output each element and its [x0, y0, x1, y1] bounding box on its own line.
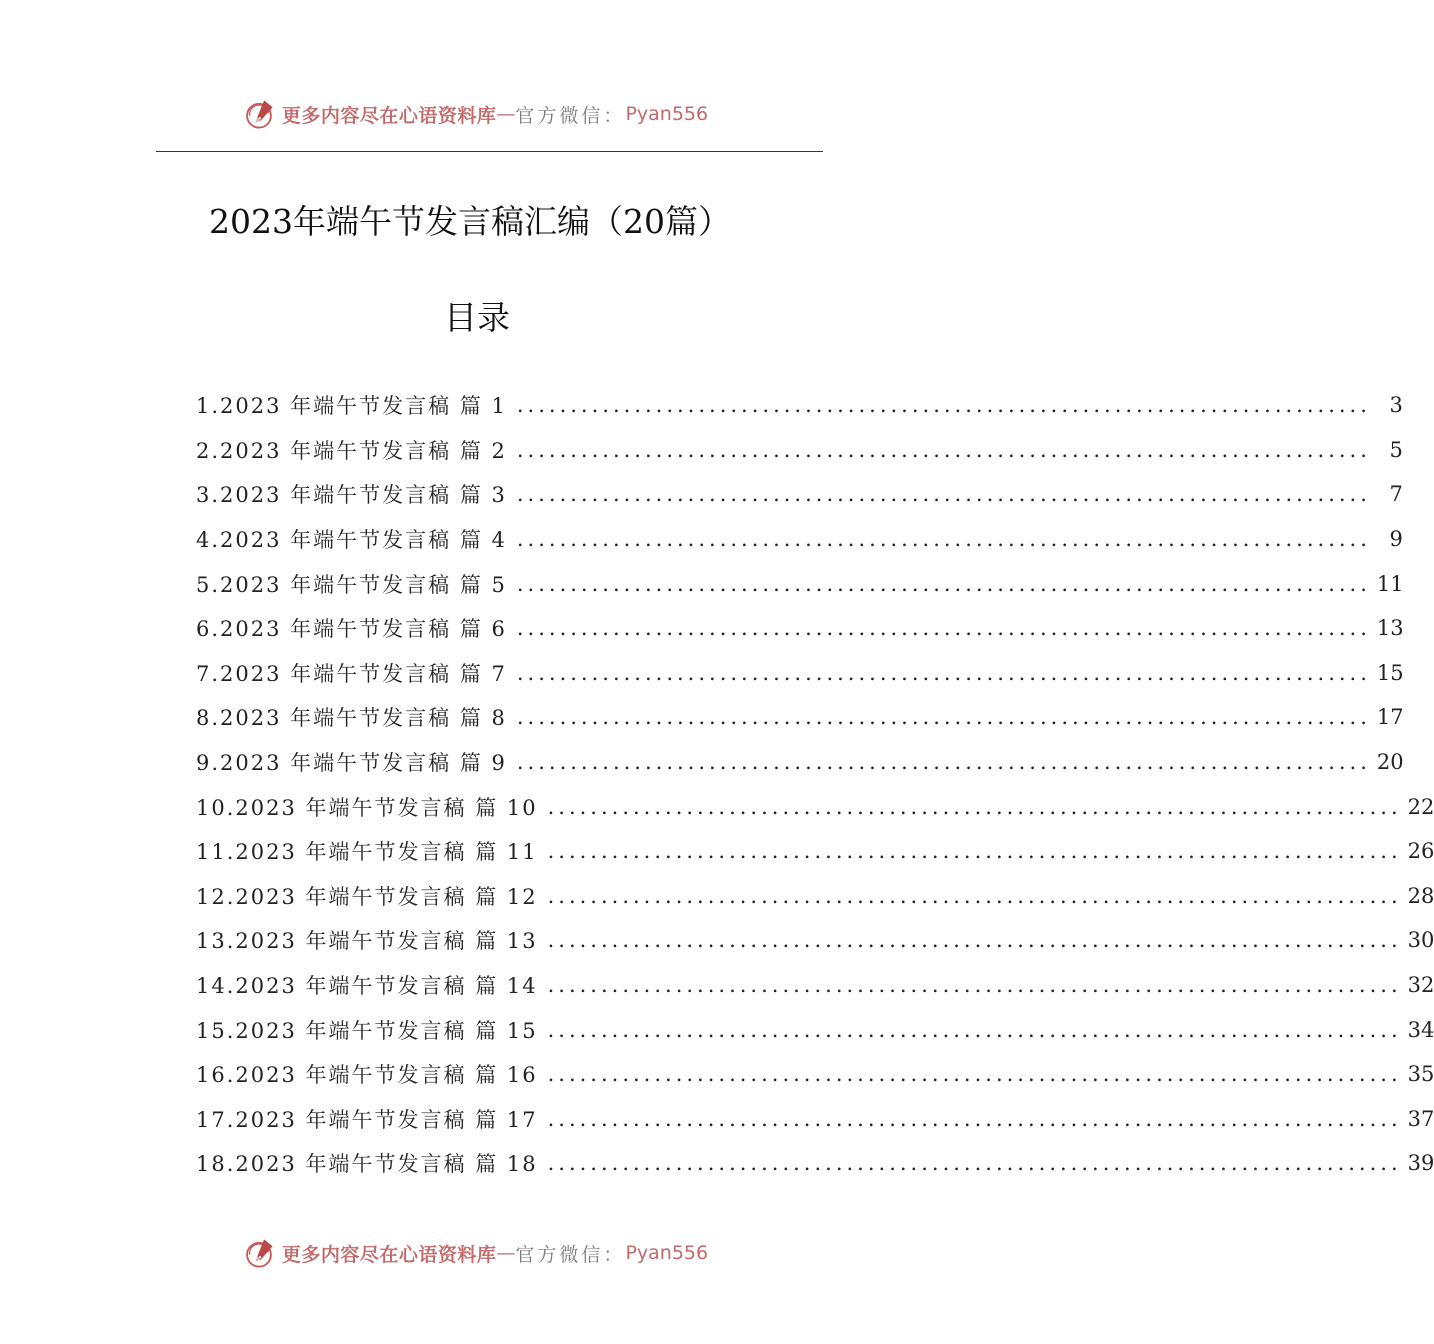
toc-entry-label: 5.2023 年端午节发言稿 篇 5 [196, 572, 507, 597]
footer-banner [0, 1233, 950, 1273]
banner-dash: — [496, 1242, 516, 1264]
toc-dot-leader: ................................................................................ [516, 616, 1371, 641]
toc-page-number: 9 [1389, 527, 1403, 552]
toc-dot-leader: ................................................................................ [547, 1151, 1402, 1176]
toc-entry[interactable] [196, 963, 1434, 1008]
toc-dot-leader: ................................................................................ [516, 660, 1371, 685]
header-banner [0, 94, 950, 134]
toc-entry[interactable] [196, 1007, 1434, 1052]
toc-dot-leader: ................................................................................ [516, 571, 1371, 596]
toc-entry[interactable] [196, 561, 1404, 606]
toc-page-number: 37 [1407, 1106, 1434, 1131]
toc-entry-label: 14.2023 年端午节发言稿 篇 14 [196, 974, 538, 999]
toc-entry[interactable] [196, 606, 1404, 651]
toc-dot-leader: ................................................................................ [547, 794, 1402, 819]
toc-entry[interactable] [196, 1052, 1434, 1097]
toc-entry[interactable] [196, 517, 1403, 562]
toc-entry-label: 18.2023 年端午节发言稿 篇 18 [196, 1152, 538, 1177]
toc-page-number: 39 [1407, 1151, 1434, 1176]
toc-page-number: 7 [1389, 482, 1403, 507]
toc-entry-label: 13.2023 年端午节发言稿 篇 13 [196, 929, 538, 954]
toc-dot-leader: ................................................................................ [516, 750, 1371, 775]
toc-entry[interactable] [196, 428, 1403, 473]
toc-dot-leader: ................................................................................ [547, 883, 1402, 908]
toc-page-number: 28 [1407, 883, 1434, 908]
toc-entry-label: 17.2023 年端午节发言稿 篇 17 [196, 1107, 538, 1132]
toc-entry[interactable] [196, 651, 1404, 696]
toc-entry-label: 4.2023 年端午节发言稿 篇 4 [196, 528, 507, 553]
toc-entry-label: 2.2023 年端午节发言稿 篇 2 [196, 438, 507, 463]
banner-wechat-id: Pyan556 [625, 103, 709, 125]
toc-dot-leader: ................................................................................ [547, 1106, 1402, 1131]
toc-page-number: 20 [1376, 750, 1404, 775]
toc-dot-leader: ................................................................................ [547, 1017, 1402, 1042]
toc-entry[interactable] [196, 784, 1434, 829]
toc-page-number: 30 [1407, 928, 1434, 953]
banner-main-text: 更多内容尽在心语资料库 [281, 104, 497, 127]
toc-page-number: 34 [1407, 1017, 1434, 1042]
toc-entry[interactable] [196, 829, 1434, 874]
banner-dash: — [496, 103, 516, 125]
toc-entry[interactable] [196, 874, 1434, 919]
toc-entry-label: 15.2023 年端午节发言稿 篇 15 [196, 1018, 538, 1043]
toc-page-number: 32 [1407, 973, 1434, 998]
document-title: 2023年端午节发言稿汇编（20篇） [209, 202, 731, 241]
toc-page-number: 17 [1376, 705, 1404, 730]
toc-entry[interactable] [196, 740, 1404, 785]
toc-page-number: 13 [1376, 616, 1404, 641]
toc-entry[interactable] [196, 383, 1403, 428]
toc-dot-leader: ................................................................................ [516, 527, 1371, 552]
toc-dot-leader: ................................................................................ [516, 393, 1371, 418]
toc-page-number: 11 [1376, 571, 1404, 596]
toc-entry-label: 7.2023 年端午节发言稿 篇 7 [196, 661, 507, 686]
header-divider [156, 151, 823, 152]
toc-entry[interactable] [196, 918, 1434, 963]
pen-nib-logo-icon [242, 97, 276, 131]
pen-nib-logo-icon [242, 1236, 276, 1270]
toc-page-number: 35 [1407, 1062, 1434, 1087]
toc-entry[interactable] [196, 1097, 1434, 1142]
banner-wechat-label: 官方微信： [515, 1243, 626, 1266]
banner-wechat-label: 官方微信： [515, 104, 626, 127]
toc-heading: 目录 [444, 298, 510, 337]
toc-entry[interactable] [196, 695, 1404, 740]
toc-dot-leader: ................................................................................ [516, 482, 1371, 507]
toc-entry-label: 6.2023 年端午节发言稿 篇 6 [196, 617, 507, 642]
toc-entry-label: 16.2023 年端午节发言稿 篇 16 [196, 1063, 538, 1088]
toc-dot-leader: ................................................................................ [516, 705, 1371, 730]
toc-page-number: 15 [1376, 660, 1404, 685]
toc-entry-label: 8.2023 年端午节发言稿 篇 8 [196, 706, 507, 731]
toc-page-number: 22 [1407, 794, 1434, 819]
toc-entry-label: 9.2023 年端午节发言稿 篇 9 [196, 751, 507, 776]
toc-entry[interactable] [196, 1141, 1434, 1186]
banner-main-text: 更多内容尽在心语资料库 [281, 1243, 497, 1266]
toc-page-number: 5 [1389, 437, 1403, 462]
toc-entry-label: 1.2023 年端午节发言稿 篇 1 [196, 394, 507, 419]
toc-dot-leader: ................................................................................ [516, 437, 1371, 462]
toc-entry-label: 11.2023 年端午节发言稿 篇 11 [196, 840, 538, 865]
toc-entry[interactable] [196, 472, 1403, 517]
toc-page-number: 26 [1407, 839, 1434, 864]
banner-wechat-id: Pyan556 [625, 1242, 709, 1264]
toc-entry-label: 10.2023 年端午节发言稿 篇 10 [196, 795, 538, 820]
toc-dot-leader: ................................................................................ [547, 839, 1402, 864]
table-of-contents [196, 383, 1434, 1186]
toc-dot-leader: ................................................................................ [547, 973, 1402, 998]
toc-entry-label: 12.2023 年端午节发言稿 篇 12 [196, 884, 538, 909]
toc-page-number: 3 [1389, 393, 1403, 418]
toc-dot-leader: ................................................................................ [547, 928, 1402, 953]
toc-dot-leader: ................................................................................ [547, 1062, 1402, 1087]
toc-entry-label: 3.2023 年端午节发言稿 篇 3 [196, 483, 507, 508]
